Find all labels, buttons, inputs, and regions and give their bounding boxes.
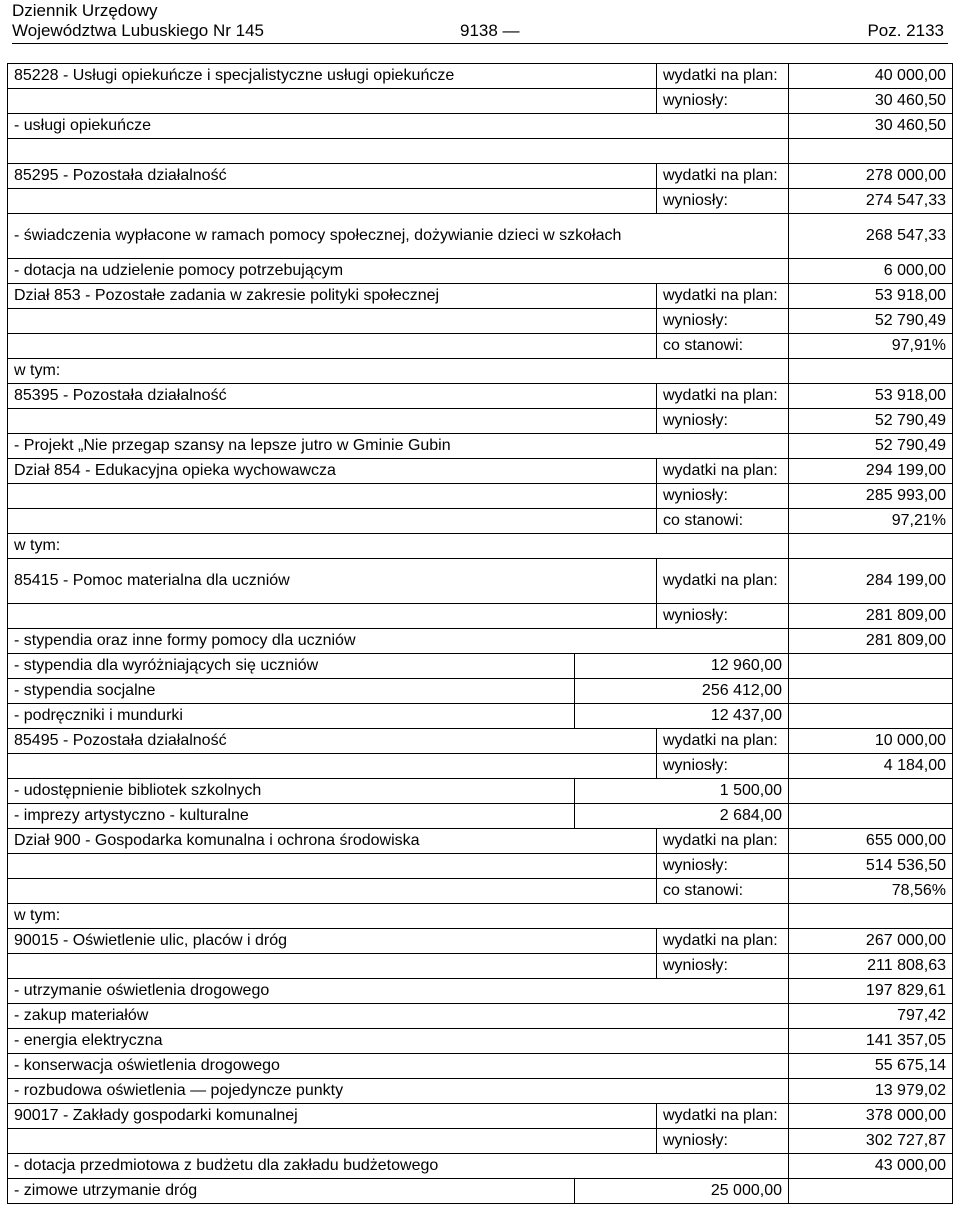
row-value: 268 547,33 (789, 214, 953, 259)
row-value: 13 979,02 (789, 1079, 953, 1104)
row-value (789, 654, 953, 679)
row-key: wydatki na plan: (657, 384, 789, 409)
row-subtotal: 2 684,00 (575, 804, 789, 829)
row-value: 97,21% (789, 509, 953, 534)
row-value: 55 675,14 (789, 1054, 953, 1079)
row-label: - dotacja na udzielenie pomocy potrzebującym (8, 259, 789, 284)
row-key: wyniosły: (657, 409, 789, 434)
row-value (789, 1179, 953, 1204)
row-value: 30 460,50 (789, 89, 953, 114)
header-divider (12, 43, 948, 44)
table-row (8, 359, 953, 384)
table-row (8, 409, 953, 434)
row-key: co stanowi: (657, 879, 789, 904)
row-label: Dział 854 - Edukacyjna opieka wychowawcza (8, 459, 657, 484)
table-row (8, 484, 953, 509)
table-row (8, 929, 953, 954)
row-key: wydatki na plan: (657, 559, 789, 604)
row-value: 278 000,00 (789, 164, 953, 189)
table-row (8, 434, 953, 459)
row-value: 514 536,50 (789, 854, 953, 879)
row-value: 4 184,00 (789, 754, 953, 779)
row-label: - usługi opiekuńcze (8, 114, 789, 139)
row-value (789, 804, 953, 829)
table-row (8, 654, 953, 679)
row-label (8, 189, 657, 214)
row-label: w tym: (8, 359, 789, 384)
row-label (8, 509, 657, 534)
row-value: 302 727,87 (789, 1129, 953, 1154)
row-key: wyniosły: (657, 1129, 789, 1154)
table-row (8, 1079, 953, 1104)
row-label: - stypendia dla wyróżniających się uczniów (8, 654, 575, 679)
row-label (8, 604, 657, 629)
row-key: wyniosły: (657, 484, 789, 509)
table-row (8, 1154, 953, 1179)
table-row (8, 139, 953, 164)
row-value: 78,56% (789, 879, 953, 904)
row-value (789, 534, 953, 559)
row-value: 53 918,00 (789, 384, 953, 409)
row-value (789, 359, 953, 384)
row-key: wydatki na plan: (657, 1104, 789, 1129)
table-row (8, 114, 953, 139)
row-value: 52 790,49 (789, 434, 953, 459)
row-label (8, 409, 657, 434)
row-key: wydatki na plan: (657, 284, 789, 309)
row-label: - Projekt „Nie przegap szansy na lepsze jutro w Gminie Gubin (8, 434, 789, 459)
row-key: wydatki na plan: (657, 829, 789, 854)
row-key: wyniosły: (657, 754, 789, 779)
table-row (8, 1054, 953, 1079)
table-row (8, 214, 953, 259)
row-label (8, 879, 657, 904)
row-label: - imprezy artystyczno - kulturalne (8, 804, 575, 829)
table-row (8, 559, 953, 604)
row-subtotal: 1 500,00 (575, 779, 789, 804)
table-row (8, 309, 953, 334)
row-label (8, 754, 657, 779)
row-label (8, 89, 657, 114)
journal-title: Dziennik Urzędowy (12, 1, 158, 20)
row-key: wydatki na plan: (657, 164, 789, 189)
row-value: 52 790,49 (789, 309, 953, 334)
row-key: wydatki na plan: (657, 929, 789, 954)
table-row (8, 629, 953, 654)
row-value (789, 139, 953, 164)
row-key: wyniosły: (657, 954, 789, 979)
row-label: - stypendia socjalne (8, 679, 575, 704)
row-label: - dotacja przedmiotowa z budżetu dla zakładu budżetowego (8, 1154, 789, 1179)
row-value: 53 918,00 (789, 284, 953, 309)
row-value: 281 809,00 (789, 629, 953, 654)
row-label: - energia elektryczna (8, 1029, 789, 1054)
table-row (8, 164, 953, 189)
table-row (8, 1004, 953, 1029)
table-row (8, 284, 953, 309)
table-row (8, 729, 953, 754)
row-value: 655 000,00 (789, 829, 953, 854)
row-label: 85228 - Usługi opiekuńcze i specjalistyczne usługi opiekuńcze (8, 64, 657, 89)
row-subtotal: 25 000,00 (575, 1179, 789, 1204)
row-value: 10 000,00 (789, 729, 953, 754)
row-label: w tym: (8, 904, 789, 929)
row-value (789, 779, 953, 804)
row-label (8, 954, 657, 979)
row-label: w tym: (8, 534, 789, 559)
row-key: wydatki na plan: (657, 729, 789, 754)
row-value: 40 000,00 (789, 64, 953, 89)
row-value: 6 000,00 (789, 259, 953, 284)
row-value: 274 547,33 (789, 189, 953, 214)
row-label: 85395 - Pozostała działalność (8, 384, 657, 409)
table-row (8, 1029, 953, 1054)
row-label: - podręczniki i mundurki (8, 704, 575, 729)
row-key: wyniosły: (657, 854, 789, 879)
row-key: co stanowi: (657, 509, 789, 534)
row-label: 90017 - Zakłady gospodarki komunalnej (8, 1104, 657, 1129)
row-value: 197 829,61 (789, 979, 953, 1004)
table-row (8, 509, 953, 534)
row-label (8, 334, 657, 359)
row-key: wyniosły: (657, 189, 789, 214)
expenditure-table (7, 63, 953, 1204)
table-row (8, 954, 953, 979)
row-key: wyniosły: (657, 89, 789, 114)
row-label (8, 139, 789, 164)
table-row (8, 979, 953, 1004)
table-row (8, 259, 953, 284)
row-value: 97,91% (789, 334, 953, 359)
table-row (8, 879, 953, 904)
row-key: co stanowi: (657, 334, 789, 359)
row-key: wydatki na plan: (657, 64, 789, 89)
row-label (8, 484, 657, 509)
table-row (8, 804, 953, 829)
row-subtotal: 256 412,00 (575, 679, 789, 704)
row-subtotal: 12 437,00 (575, 704, 789, 729)
row-key: wyniosły: (657, 604, 789, 629)
table-row (8, 189, 953, 214)
row-label: Dział 900 - Gospodarka komunalna i ochrona środowiska (8, 829, 657, 854)
row-label (8, 1129, 657, 1154)
row-label (8, 309, 657, 334)
table-row (8, 89, 953, 114)
row-value (789, 904, 953, 929)
row-value: 30 460,50 (789, 114, 953, 139)
table-row (8, 1129, 953, 1154)
table-row (8, 704, 953, 729)
table-row (8, 904, 953, 929)
row-label: - zakup materiałów (8, 1004, 789, 1029)
table-row (8, 829, 953, 854)
row-value: 281 809,00 (789, 604, 953, 629)
row-value: 284 199,00 (789, 559, 953, 604)
table-row (8, 459, 953, 484)
table-row (8, 604, 953, 629)
table-row (8, 679, 953, 704)
table-row (8, 334, 953, 359)
row-value: 797,42 (789, 1004, 953, 1029)
row-label: - świadczenia wypłacone w ramach pomocy społecznej, dożywianie dzieci w szkołach (8, 214, 789, 259)
table-row (8, 1104, 953, 1129)
row-label: - konserwacja oświetlenia drogowego (8, 1054, 789, 1079)
row-subtotal: 12 960,00 (575, 654, 789, 679)
page-header (12, 0, 948, 44)
row-label: - utrzymanie oświetlenia drogowego (8, 979, 789, 1004)
row-key: wydatki na plan: (657, 459, 789, 484)
row-label: 85415 - Pomoc materialna dla uczniów (8, 559, 657, 604)
table-row (8, 534, 953, 559)
row-value: 52 790,49 (789, 409, 953, 434)
table-row (8, 779, 953, 804)
row-value: 211 808,63 (789, 954, 953, 979)
row-value: 267 000,00 (789, 929, 953, 954)
row-value: 285 993,00 (789, 484, 953, 509)
row-label: - udostępnienie bibliotek szkolnych (8, 779, 575, 804)
row-key: wyniosły: (657, 309, 789, 334)
table-row (8, 64, 953, 89)
voivodeship-issue: Województwa Lubuskiego Nr 145 (12, 21, 264, 40)
row-value (789, 679, 953, 704)
table-row (8, 754, 953, 779)
table-row (8, 1179, 953, 1204)
row-label: - rozbudowa oświetlenia — pojedyncze punkty (8, 1079, 789, 1104)
table-row (8, 854, 953, 879)
row-value (789, 704, 953, 729)
row-label: 90015 - Oświetlenie ulic, placów i dróg (8, 929, 657, 954)
row-value: 378 000,00 (789, 1104, 953, 1129)
row-label: - zimowe utrzymanie dróg (8, 1179, 575, 1204)
row-value: 294 199,00 (789, 459, 953, 484)
row-value: 43 000,00 (789, 1154, 953, 1179)
row-label: - stypendia oraz inne formy pomocy dla uczniów (8, 629, 789, 654)
row-label: 85295 - Pozostała działalność (8, 164, 657, 189)
table-row (8, 384, 953, 409)
page-number: 9138 — (460, 21, 520, 40)
row-value: 141 357,05 (789, 1029, 953, 1054)
row-label: 85495 - Pozostała działalność (8, 729, 657, 754)
position-number: Poz. 2133 (867, 21, 944, 40)
row-label (8, 854, 657, 879)
row-label: Dział 853 - Pozostałe zadania w zakresie polityki społecznej (8, 284, 657, 309)
